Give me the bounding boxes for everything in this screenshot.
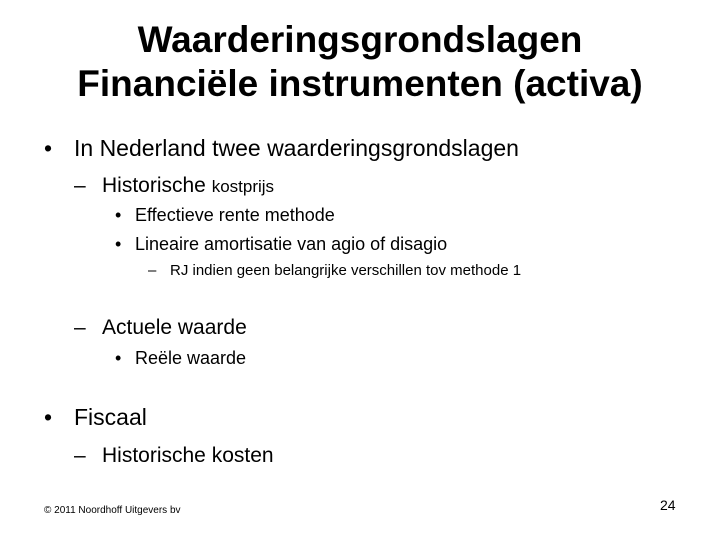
bullet-marker: • [115, 234, 122, 254]
bullet-text: Effectieve rente methode [135, 205, 335, 225]
bullet-reele-waarde [115, 348, 246, 369]
copyright-footer: © 2011 Noordhoff Uitgevers bv [44, 505, 181, 516]
title-line-2: Financiële instrumenten (activa) [77, 63, 643, 104]
bullet-rj [148, 262, 521, 279]
bullet-text: Fiscaal [74, 404, 147, 430]
dash-marker: – [148, 262, 157, 279]
bullet-marker: • [44, 135, 53, 161]
bullet-text: RJ indien geen belangrijke verschillen tov methode 1 [170, 262, 522, 279]
dash-marker: – [74, 316, 86, 339]
bullet-marker: • [44, 404, 53, 430]
bullet-effectieve-rente [115, 205, 335, 226]
bullet-text: Historische [102, 174, 212, 197]
slide-title [0, 18, 720, 106]
bullet-text: In Nederland twee waarderingsgrondslagen [74, 135, 519, 161]
dash-marker: – [74, 174, 86, 197]
dash-marker: – [74, 444, 86, 467]
page-number: 24 [660, 497, 676, 513]
bullet-text: Historische kosten [102, 444, 274, 467]
bullet-nederland [44, 135, 519, 162]
bullet-fiscaal [44, 404, 147, 431]
title-line-1: Waarderingsgrondslagen [137, 19, 583, 60]
bullet-text: Actuele waarde [102, 316, 247, 339]
bullet-text: Lineaire amortisatie van agio of disagio [135, 234, 448, 254]
bullet-marker: • [115, 205, 122, 225]
bullet-historische-kostprijs [74, 174, 274, 198]
bullet-text-small: kostprijs [211, 177, 275, 196]
bullet-historische-kosten [74, 444, 274, 468]
bullet-lineaire-amortisatie [115, 234, 447, 255]
bullet-actuele-waarde [74, 316, 247, 340]
bullet-marker: • [115, 348, 122, 368]
bullet-text: Reële waarde [135, 348, 247, 368]
